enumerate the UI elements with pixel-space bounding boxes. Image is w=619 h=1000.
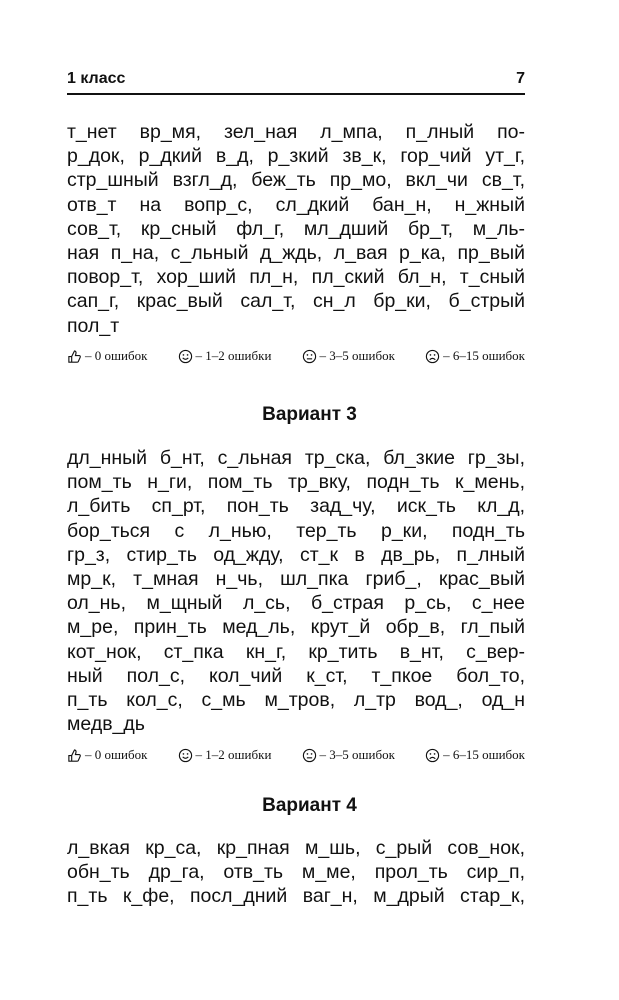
scale-item: [425, 348, 525, 364]
scale-item: [302, 747, 395, 763]
text-line: сап_г, крас_вый сал_т, сн_л бр_ки, б_стрый: [67, 290, 525, 313]
text-line: отв_т на вопр_с, сл_дкий бан_н, н_жный: [67, 193, 525, 216]
text-line: бор_ться с л_нью, тер_ть р_ки, подн_ть: [67, 519, 525, 542]
scale-label: – 3–5 ошибок: [319, 348, 395, 363]
scale-label: – 1–2 ошибки: [195, 348, 272, 363]
page-header: [67, 70, 525, 92]
variant4-text: [67, 836, 525, 909]
text-line: ная п_на, с_льный д_ждь, л_вая р_ка, пр_вый: [67, 241, 525, 264]
text-line: т_нет вр_мя, зел_ная л_мпа, п_лный по-: [67, 121, 525, 143]
page-number: 7: [516, 70, 525, 87]
text-line: р_док, р_дкий в_д, р_зкий зв_к, гор_чий ут_г,: [67, 145, 525, 168]
text-line: обн_ть др_га, отв_ть м_ме, прол_ть сир_п,: [67, 861, 525, 884]
header-divider: [67, 93, 525, 95]
variant4-title: Вариант 4: [262, 795, 357, 816]
text-line: медв_дь: [67, 713, 145, 736]
text-line: л_вкая кр_са, кр_пная м_шь, с_рый сов_нок,: [67, 837, 525, 859]
grading-scale: [67, 745, 525, 765]
neutral-face-icon: [302, 748, 317, 763]
scale-label: – 6–15 ошибок: [443, 348, 525, 363]
scale-label: – 0 ошибок: [85, 348, 148, 363]
text-line: кот_нок, ст_пка кн_г, кр_тить в_нт, с_вер-: [67, 640, 525, 663]
smile-icon: [178, 349, 193, 364]
scale-item: [302, 348, 395, 364]
grading-scale: [67, 346, 525, 366]
variant3-title: Вариант 3: [262, 404, 357, 425]
text-line: пол_т: [67, 314, 120, 337]
text-line: повор_т, хор_ший пл_н, пл_ский бл_н, т_сный: [67, 266, 525, 289]
thumbs-up-icon: [67, 748, 82, 763]
text-line: п_ть кол_с, с_мь м_тров, л_тр вод_, од_н: [67, 688, 525, 711]
scale-label: – 1–2 ошибки: [195, 747, 272, 762]
text-line: ный пол_с, кол_чий к_ст, т_пкое бол_то,: [67, 664, 525, 687]
text-line: пом_ть н_ги, пом_ть тр_вку, подн_ть к_мень,: [67, 471, 525, 494]
variant3-text: [67, 446, 525, 736]
grade-label: 1 класс: [67, 70, 126, 87]
scale-item: [425, 747, 525, 763]
scale-label: – 0 ошибок: [85, 747, 148, 762]
text-line: м_ре, прин_ть мед_ль, крут_й обр_в, гл_пый: [67, 616, 525, 639]
text-line: дл_нный б_нт, с_льная тр_ска, бл_зкие гр_зы,: [67, 447, 525, 469]
variant2-text: [67, 120, 525, 338]
smile-icon: [178, 748, 193, 763]
text-line: л_бить сп_рт, пон_ть зад_чу, иск_ть кл_д,: [67, 495, 525, 518]
scale-label: – 6–15 ошибок: [443, 747, 525, 762]
scale-label: – 3–5 ошибок: [319, 747, 395, 762]
scale-item: [67, 348, 147, 364]
text-line: ол_нь, м_щный л_сь, б_страя р_сь, с_нее: [67, 592, 525, 615]
neutral-face-icon: [302, 349, 317, 364]
text-line: мр_к, т_мная н_чь, шл_пка гриб_, крас_вый: [67, 567, 525, 590]
text-line: п_ть к_фе, посл_дний ваг_н, м_дрый стар_к,: [67, 885, 525, 908]
scale-item: [178, 348, 272, 364]
sad-face-icon: [425, 748, 440, 763]
scale-item: [67, 747, 147, 763]
scale-item: [178, 747, 272, 763]
text-line: сов_т, кр_сный фл_г, мл_дший бр_т, м_ль-: [67, 217, 525, 240]
thumbs-up-icon: [67, 349, 82, 364]
sad-face-icon: [425, 349, 440, 364]
text-line: стр_шный взгл_д, беж_ть пр_мо, вкл_чи св_т,: [67, 169, 525, 192]
text-line: гр_з, стир_ть од_жду, ст_к в дв_рь, п_лный: [67, 543, 525, 566]
